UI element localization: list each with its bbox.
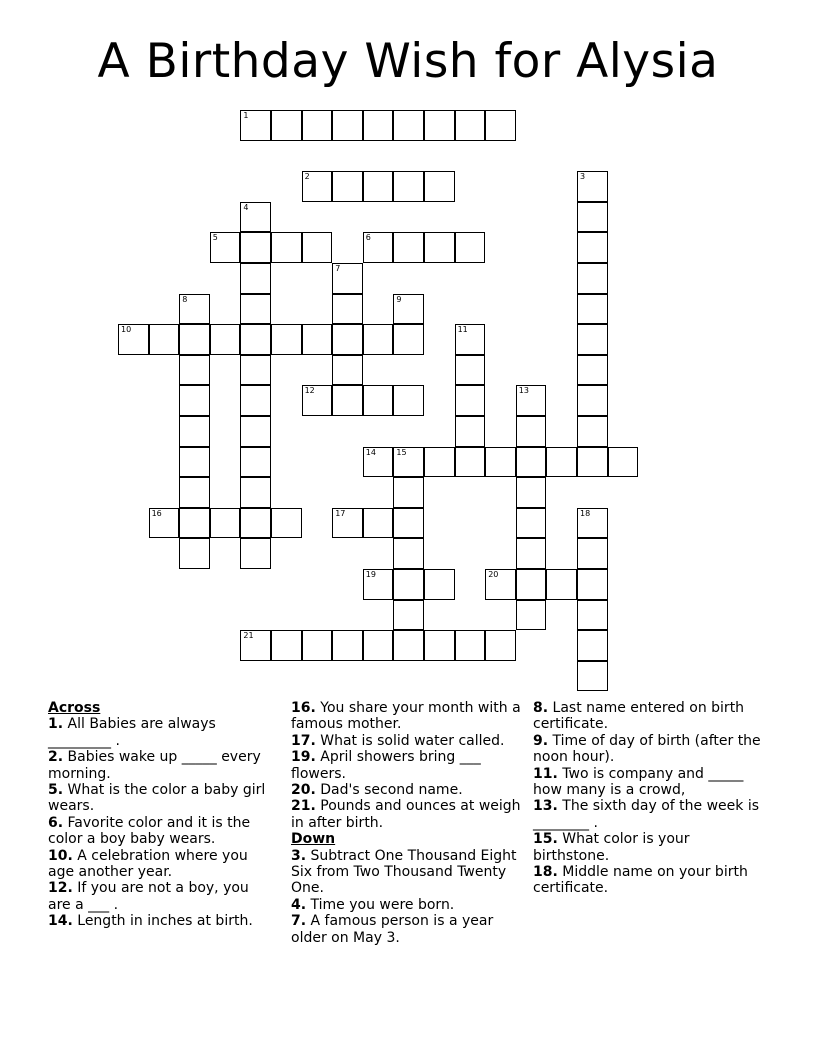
grid-cell[interactable] <box>516 385 547 416</box>
clue-across-21 <box>291 798 523 831</box>
grid-cell[interactable] <box>240 447 271 478</box>
grid-cell[interactable] <box>363 569 394 600</box>
cell-number: 6 <box>365 233 371 243</box>
grid-cell[interactable] <box>149 508 180 539</box>
clue-number: 19. <box>291 749 316 766</box>
grid-cell[interactable] <box>240 630 271 661</box>
clue-text: Dad's second name. <box>320 782 463 799</box>
clue-number: 21. <box>291 798 316 815</box>
grid-cell[interactable] <box>302 324 333 355</box>
grid-cell[interactable] <box>302 385 333 416</box>
clue-text: Two is company and _____ how many is a crowd, <box>533 765 744 799</box>
grid-cell[interactable] <box>485 630 516 661</box>
grid-cell[interactable] <box>179 324 210 355</box>
grid-cell[interactable] <box>455 385 486 416</box>
grid-cell[interactable] <box>424 447 455 478</box>
clue-across-20 <box>291 782 523 798</box>
grid-cell[interactable] <box>516 600 547 631</box>
cell-number: 8 <box>182 294 188 304</box>
clue-across-19 <box>291 749 523 782</box>
grid-cell[interactable] <box>332 294 363 325</box>
grid-cell[interactable] <box>302 110 333 141</box>
grid-cell[interactable] <box>455 232 486 263</box>
clue-number: 16. <box>291 700 316 716</box>
clue-across-2 <box>48 749 273 782</box>
grid-cell[interactable] <box>302 171 333 202</box>
clue-text: You share your month with a famous mother. <box>291 700 521 733</box>
grid-cell[interactable] <box>393 110 424 141</box>
grid-cell[interactable] <box>455 324 486 355</box>
grid-cell[interactable] <box>577 202 608 233</box>
cell-number: 9 <box>396 294 402 304</box>
grid-cell[interactable] <box>455 110 486 141</box>
clue-number: 15. <box>533 831 558 848</box>
grid-cell[interactable] <box>516 569 547 600</box>
clue-across-10 <box>48 848 273 881</box>
cell-number: 2 <box>304 172 310 182</box>
grid-cell[interactable] <box>485 447 516 478</box>
clue-down-15 <box>533 831 765 864</box>
grid-cell[interactable] <box>210 232 241 263</box>
grid-cell[interactable] <box>455 416 486 447</box>
grid-cell[interactable] <box>179 355 210 386</box>
clue-text: Time you were born. <box>310 896 455 913</box>
grid-cell[interactable] <box>240 385 271 416</box>
grid-cell[interactable] <box>332 355 363 386</box>
clue-across-17 <box>291 733 523 749</box>
clue-number: 10. <box>48 847 73 864</box>
grid-cell[interactable] <box>577 294 608 325</box>
down-heading: Down <box>291 831 336 848</box>
cell-number: 1 <box>243 111 249 120</box>
grid-cell[interactable] <box>424 630 455 661</box>
grid-cell[interactable] <box>424 110 455 141</box>
cell-number: 10 <box>121 325 132 335</box>
clue-number: 18. <box>533 864 558 881</box>
grid-cell[interactable] <box>577 661 608 692</box>
grid-cell[interactable] <box>608 447 639 478</box>
grid-cell[interactable] <box>271 110 302 141</box>
grid-cell[interactable] <box>332 110 363 141</box>
clue-text: April showers bring ___ flowers. <box>291 749 481 782</box>
grid-cell[interactable] <box>179 294 210 325</box>
grid-cell[interactable] <box>393 294 424 325</box>
grid-cell[interactable] <box>424 569 455 600</box>
cell-number: 13 <box>518 386 529 396</box>
clue-across-6 <box>48 815 273 848</box>
grid-cell[interactable] <box>577 385 608 416</box>
clue-down-8 <box>533 700 765 733</box>
clue-across-14 <box>48 913 273 929</box>
grid-cell[interactable] <box>240 294 271 325</box>
grid-cell[interactable] <box>393 477 424 508</box>
grid-cell[interactable] <box>577 600 608 631</box>
grid-cell[interactable] <box>455 447 486 478</box>
clue-number: 7. <box>291 913 307 930</box>
grid-cell[interactable] <box>455 355 486 386</box>
grid-cell[interactable] <box>363 630 394 661</box>
clue-text: Favorite color and it is the color a boy baby wears. <box>48 814 251 848</box>
clue-text: What is solid water called. <box>320 732 505 749</box>
grid-cell[interactable] <box>363 508 394 539</box>
clue-across-5 <box>48 782 273 815</box>
clue-number: 8. <box>533 700 549 716</box>
grid-cell[interactable] <box>363 447 394 478</box>
clue-number: 14. <box>48 913 73 930</box>
clue-text: Time of day of birth (after the noon hour). <box>533 732 761 766</box>
grid-cell[interactable] <box>516 508 547 539</box>
clue-text: Babies wake up _____ every morning. <box>48 749 261 782</box>
grid-cell[interactable] <box>424 171 455 202</box>
grid-cell[interactable] <box>577 447 608 478</box>
grid-cell[interactable] <box>577 324 608 355</box>
clue-number: 2. <box>48 749 64 766</box>
clue-number: 17. <box>291 732 316 749</box>
grid-cell[interactable] <box>240 110 271 141</box>
grid-cell[interactable] <box>577 171 608 202</box>
grid-cell[interactable] <box>516 538 547 569</box>
grid-cell[interactable] <box>393 538 424 569</box>
grid-cell[interactable] <box>302 232 333 263</box>
clues-column-2 <box>291 700 523 946</box>
clue-number: 3. <box>291 847 307 864</box>
grid-cell[interactable] <box>393 324 424 355</box>
cell-number: 20 <box>488 570 499 579</box>
grid-cell[interactable] <box>332 263 363 294</box>
clue-number: 11. <box>533 765 558 782</box>
grid-cell[interactable] <box>332 171 363 202</box>
grid-cell[interactable] <box>363 385 394 416</box>
grid-cell[interactable] <box>546 447 577 478</box>
clue-down-4 <box>291 897 523 913</box>
clue-text: What color is your birthstone. <box>533 831 690 864</box>
cell-number: 3 <box>580 172 586 182</box>
cell-number: 5 <box>212 233 218 243</box>
clue-down-13 <box>533 798 765 831</box>
grid-cell[interactable] <box>516 416 547 447</box>
grid-cell[interactable] <box>393 569 424 600</box>
cell-number: 15 <box>396 447 407 457</box>
across-heading: Across <box>48 700 101 716</box>
cell-number: 17 <box>335 508 346 518</box>
cell-number: 7 <box>335 264 341 273</box>
clue-text: Pounds and ounces at weigh in after birth. <box>291 798 521 831</box>
cell-number: 16 <box>151 508 162 518</box>
grid-cell[interactable] <box>332 324 363 355</box>
clue-text: A celebration where you age another year. <box>48 847 248 881</box>
grid-cell[interactable] <box>302 630 333 661</box>
clue-text: Length in inches at birth. <box>77 913 253 930</box>
clue-across-12 <box>48 880 273 913</box>
clue-down-9 <box>533 733 765 766</box>
grid-cell[interactable] <box>332 508 363 539</box>
clue-number: 9. <box>533 732 549 749</box>
clue-down-18 <box>533 864 765 897</box>
grid-cell[interactable] <box>179 416 210 447</box>
page-title: A Birthday Wish for Alysia <box>97 34 719 89</box>
clue-text: A famous person is a year older on May 3. <box>291 913 494 946</box>
clue-text: All Babies are always _________ . <box>48 716 216 749</box>
grid-cell[interactable] <box>271 232 302 263</box>
grid-cell[interactable] <box>393 232 424 263</box>
grid-cell[interactable] <box>149 324 180 355</box>
clues-column-3 <box>533 700 765 897</box>
grid-cell[interactable] <box>271 324 302 355</box>
grid-cell[interactable] <box>516 447 547 478</box>
cell-number: 11 <box>457 325 468 335</box>
clue-across-1 <box>48 716 273 749</box>
grid-cell[interactable] <box>424 232 455 263</box>
grid-cell[interactable] <box>240 263 271 294</box>
clues-column-1 <box>48 700 273 930</box>
grid-cell[interactable] <box>516 477 547 508</box>
grid-cell[interactable] <box>577 538 608 569</box>
cell-number: 19 <box>365 570 376 579</box>
cell-number: 4 <box>243 202 249 212</box>
clue-number: 20. <box>291 782 316 799</box>
grid-cell[interactable] <box>393 385 424 416</box>
cell-number: 12 <box>304 386 315 396</box>
clue-number: 13. <box>533 798 558 815</box>
grid-cell[interactable] <box>240 355 271 386</box>
clue-text: Middle name on your birth certificate. <box>533 864 748 897</box>
clue-number: 5. <box>48 782 64 799</box>
grid-cell[interactable] <box>271 630 302 661</box>
grid-cell[interactable] <box>485 569 516 600</box>
clue-text: The sixth day of the week is ________ . <box>533 798 760 831</box>
cell-number: 21 <box>243 631 254 641</box>
clue-down-7 <box>291 913 523 946</box>
grid-cell[interactable] <box>577 355 608 386</box>
clue-text: Subtract One Thousand Eight Six from Two Thousand Twenty One. <box>291 847 517 897</box>
grid-cell[interactable] <box>332 630 363 661</box>
grid-cell[interactable] <box>210 508 241 539</box>
clue-text: Last name entered on birth certificate. <box>533 700 745 733</box>
grid-cell[interactable] <box>332 385 363 416</box>
clue-number: 6. <box>48 814 64 831</box>
grid-cell[interactable] <box>546 569 577 600</box>
grid-cell[interactable] <box>271 508 302 539</box>
grid-cell[interactable] <box>363 171 394 202</box>
clue-across-16 <box>291 700 523 733</box>
grid-cell[interactable] <box>240 324 271 355</box>
grid-cell[interactable] <box>577 569 608 600</box>
grid-cell[interactable] <box>577 508 608 539</box>
clue-number: 4. <box>291 896 307 913</box>
grid-cell[interactable] <box>577 630 608 661</box>
grid-cell[interactable] <box>393 630 424 661</box>
grid-cell[interactable] <box>240 508 271 539</box>
grid-cell[interactable] <box>393 447 424 478</box>
cell-number: 18 <box>580 508 591 518</box>
grid-cell[interactable] <box>577 232 608 263</box>
grid-cell[interactable] <box>240 416 271 447</box>
grid-cell[interactable] <box>179 538 210 569</box>
grid-cell[interactable] <box>179 385 210 416</box>
grid-cell[interactable] <box>393 508 424 539</box>
grid-cell[interactable] <box>393 600 424 631</box>
grid-cell[interactable] <box>179 447 210 478</box>
clue-number: 1. <box>48 716 64 733</box>
grid-cell[interactable] <box>577 263 608 294</box>
clue-number: 12. <box>48 880 73 897</box>
grid-cell[interactable] <box>118 324 149 355</box>
grid-cell[interactable] <box>240 232 271 263</box>
grid-cell[interactable] <box>240 477 271 508</box>
clue-down-3 <box>291 848 523 897</box>
grid-cell[interactable] <box>393 171 424 202</box>
grid-cell[interactable] <box>455 630 486 661</box>
grid-cell[interactable] <box>363 110 394 141</box>
grid-cell[interactable] <box>485 110 516 141</box>
grid-cell[interactable] <box>240 538 271 569</box>
grid-cell[interactable] <box>363 324 394 355</box>
grid-cell[interactable] <box>179 508 210 539</box>
clue-down-11 <box>533 766 765 799</box>
clue-text: What is the color a baby girl wears. <box>48 782 266 815</box>
grid-cell[interactable] <box>210 324 241 355</box>
grid-cell[interactable] <box>179 477 210 508</box>
grid-cell[interactable] <box>240 202 271 233</box>
grid-cell[interactable] <box>577 416 608 447</box>
cell-number: 14 <box>365 447 376 457</box>
clue-text: If you are not a boy, you are a ___ . <box>48 880 249 913</box>
grid-cell[interactable] <box>363 232 394 263</box>
